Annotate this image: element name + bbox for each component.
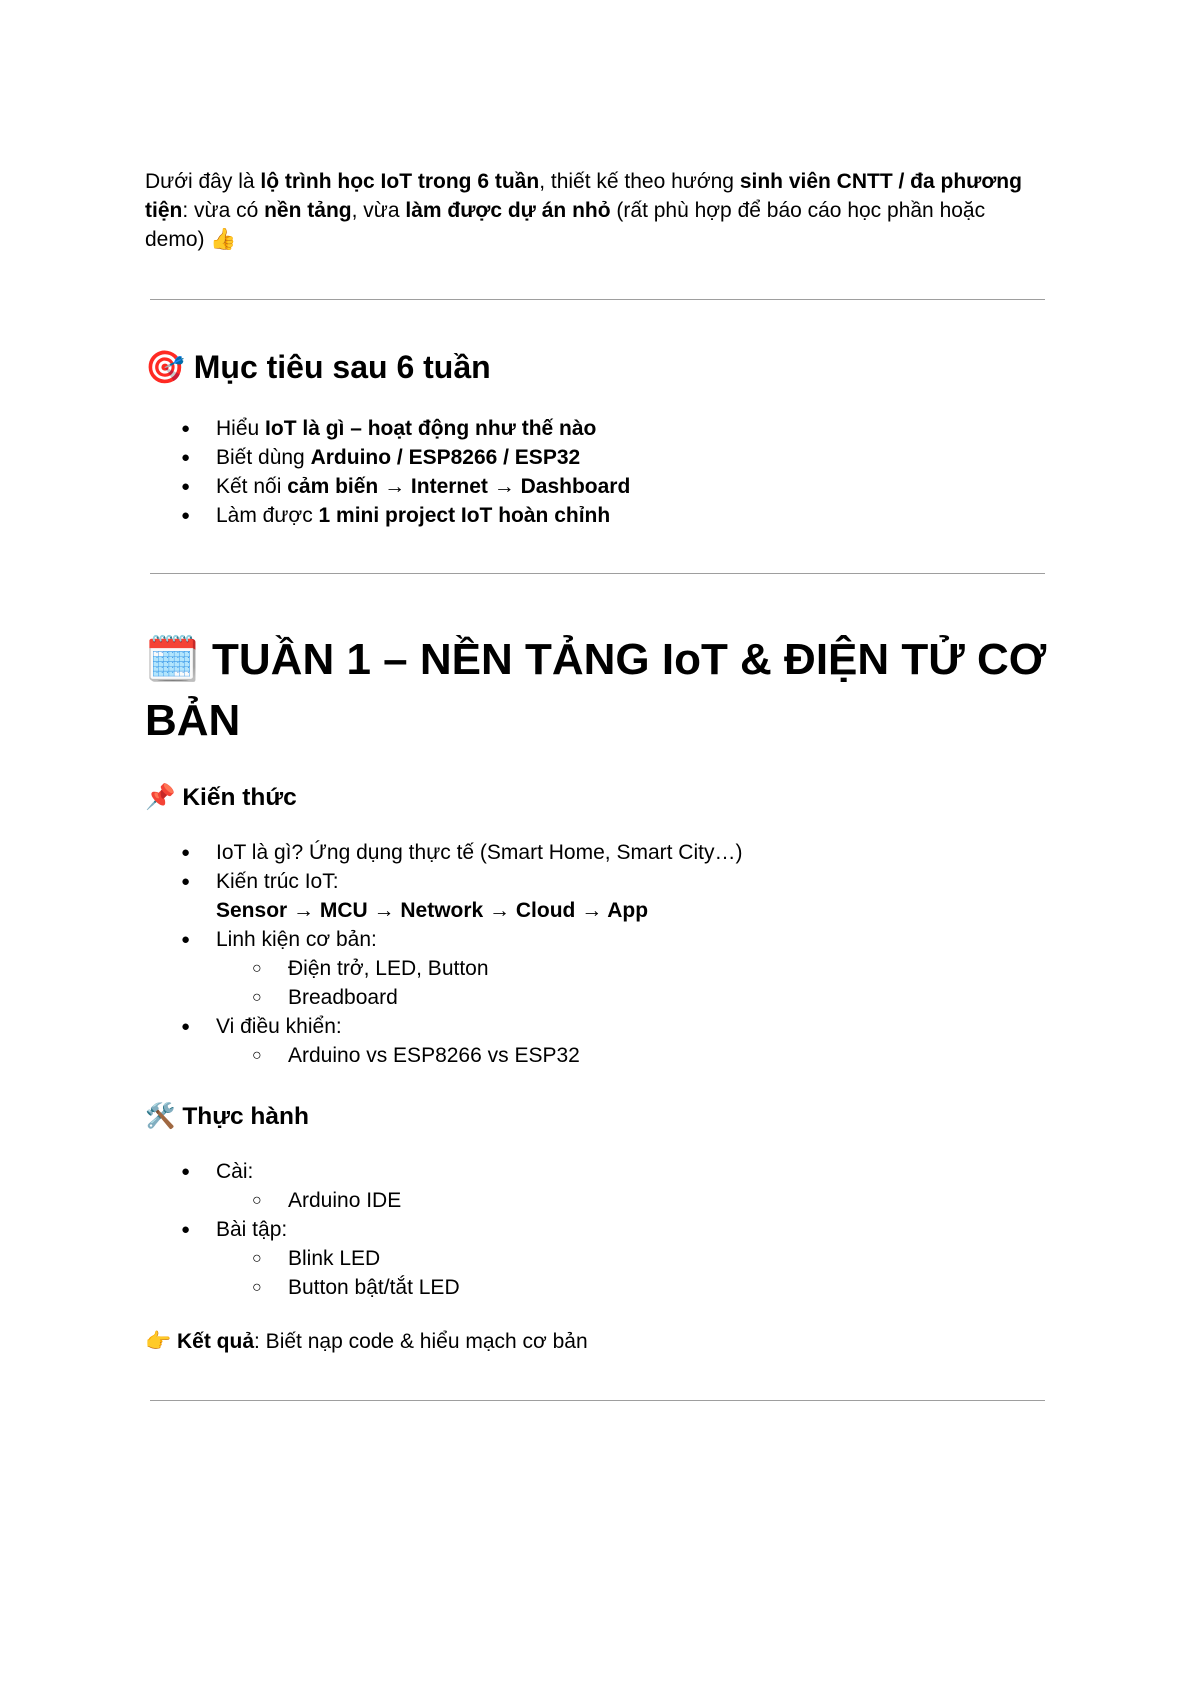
result-label: Kết quả [177,1330,255,1353]
practice-heading [145,1100,309,1133]
knowledge-title: Kiến thức [182,784,297,811]
list-item: ● IoT là gì? Ứng dụng thực tế (Smart Home, Smart City…) [145,838,742,867]
architecture-flow: Sensor → MCU → Network → Cloud → App [216,899,649,922]
goals-list [145,414,630,530]
goal-text: Kết nối [216,475,288,498]
intro-bold-project: làm được dự án nhỏ [405,198,611,222]
list-item [145,443,630,472]
intro-text: (rất phù hợp để báo cáo học phần hoặc demo) [145,198,986,251]
result-line [145,1327,588,1356]
thumbs-up-icon: 👍 [210,227,237,251]
list-item: ● Bài tập: [145,1215,460,1244]
sub-list-item: ○ Arduino IDE [145,1186,460,1215]
intro-text: Dưới đây là [145,170,261,193]
intro-text: , thiết kế theo hướng [539,170,740,193]
goal-text: Hiểu [216,417,266,440]
sub-list-item: ○ Button bật/tắt LED [145,1273,460,1302]
intro-text: , vừa [351,198,406,222]
divider [150,299,1045,300]
list-item [145,414,630,443]
list-item [145,867,742,896]
divider [150,573,1045,574]
goal-bold: Arduino / ESP8266 / ESP32 [310,446,581,469]
list-item [145,501,630,530]
goal-bold: IoT là gì – hoạt động như thế nào [265,417,597,440]
knowledge-heading [145,781,297,814]
intro-bold-audience: sinh viên CNTT / đa phương tiện [145,170,1022,222]
goals-heading [145,347,491,387]
intro-bold-foundation: nền tảng [264,198,352,222]
knowledge-list [145,838,742,1070]
sub-list-item: ○ Arduino vs ESP8266 vs ESP32 [145,1041,742,1070]
goal-bold: 1 mini project IoT hoàn chỉnh [318,504,611,527]
sub-list-item: ○ Điện trở, LED, Button [145,954,742,983]
sub-list-item: ○ Blink LED [145,1244,460,1273]
practice-title: Thực hành [182,1103,309,1130]
list-item: ● Cài: [145,1157,460,1186]
calendar-icon: 🗓️ [145,634,200,685]
list-item: ● Linh kiện cơ bản: [145,925,742,954]
intro-text: : vừa có [182,198,265,222]
sub-list-item: ○ Breadboard [145,983,742,1012]
week1-heading [145,629,1050,751]
list-item: ● Vi điều khiển: [145,1012,742,1041]
goal-text: Làm được [216,504,319,527]
goal-bold: cảm biến → Internet → Dashboard [287,475,631,498]
pointing-right-icon: 👉 [145,1329,172,1353]
practice-list [145,1157,460,1302]
tools-icon: 🛠️ [145,1101,176,1130]
goals-title: Mục tiêu sau 6 tuần [193,349,491,385]
divider [150,1400,1045,1401]
intro-bold-roadmap: lộ trình học IoT trong 6 tuần [260,170,540,193]
result-text: : Biết nạp code & hiểu mạch cơ bản [254,1330,588,1353]
goal-text: Biết dùng [216,446,311,469]
intro-paragraph [145,168,1050,255]
target-icon: 🎯 [145,348,185,386]
list-item-text: Kiến trúc IoT: [216,870,339,893]
list-item [145,472,630,501]
week1-title: TUẦN 1 – NỀN TẢNG IoT & ĐIỆN TỬ CƠ BẢN [145,635,1047,745]
pushpin-icon: 📌 [145,782,176,811]
